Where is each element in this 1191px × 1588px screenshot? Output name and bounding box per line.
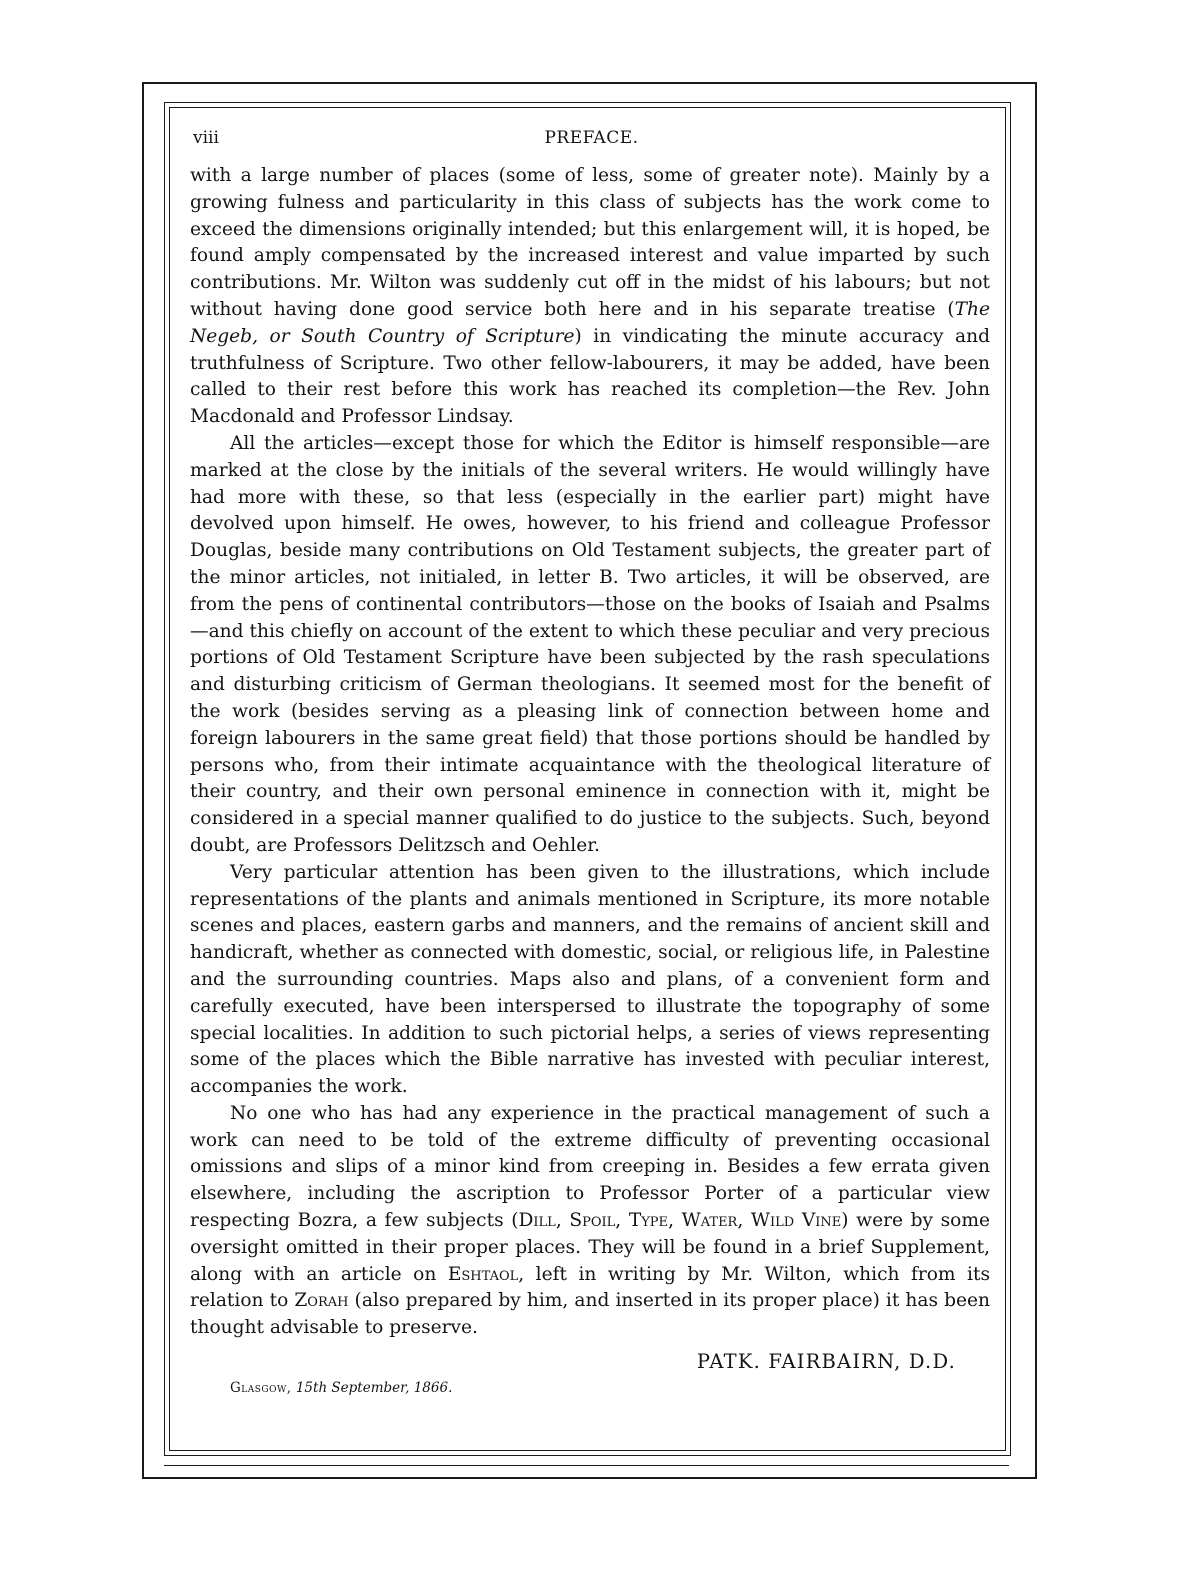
paragraph-text: , bbox=[615, 1210, 629, 1232]
paragraph-text: ) in vindicating the minute accuracy and truthfulness of Scripture. Two other fellow-labourers, it may be added, have been called to their rest before this work has reached its completion—the Rev. John Macdonald and Professor Lindsay. bbox=[190, 325, 990, 428]
dateline bbox=[230, 1380, 452, 1396]
paragraph-text: , bbox=[555, 1210, 570, 1232]
small-caps-term: Type bbox=[628, 1210, 669, 1232]
small-caps-term: Wild Vine bbox=[750, 1210, 842, 1232]
page-title: PREFACE. bbox=[544, 128, 639, 148]
frame-bottom-rule-inner bbox=[164, 1465, 1009, 1466]
paragraph-text: Very particular attention has been given to the illustrations, which include representations of the plants and animals mentioned in Scripture, its more notable scenes and places, eastern garbs and manners, and the remains of ancient skill and handicraft, whether as connected with domestic, social, or religious life, in Palestine and the surrounding countries. Maps also and plans, of a convenient form and carefully executed, have been interspersed to illustrate the topography of some special localities. In addition to such pictorial helps, a series of views representing some of the places which the Bible narrative has invested with peculiar interest, accompanies the work. bbox=[190, 861, 990, 1098]
small-caps-term: Dill bbox=[518, 1210, 556, 1232]
paragraph bbox=[190, 1101, 990, 1342]
body-text bbox=[190, 163, 990, 1342]
paragraph-text: , left in writing by Mr. Wilton, which from its relation to bbox=[190, 1263, 991, 1312]
page-number: viii bbox=[193, 128, 219, 148]
dateline-date: 15th September, 1866. bbox=[295, 1380, 453, 1396]
dateline-place: Glasgow, bbox=[230, 1380, 292, 1396]
paragraph bbox=[190, 163, 990, 431]
small-caps-term: Spoil bbox=[569, 1210, 616, 1232]
paragraph bbox=[190, 431, 990, 860]
paragraph-text: All the articles—except those for which the Editor is himself responsible—are marked at the close by the initials of the several writers. He would willingly have had more with these, so that less (especially in the earlier part) might have devolved upon himself. He owes, however, to his friend and colleague Professor Douglas, beside many contributions on Old Testament subjects, the greater part of the minor articles, not initialed, in letter B. Two articles, it will be observed, are from the pens of continental contributors—those on the books of Isaiah and Psalms—and this chiefly on account of the extent to which these peculiar and very precious portions of Old Testament Scripture have been subjected by the rash speculations and disturbing criticism of German theologians. It seemed most for the benefit of the work (besides serving as a pleasing link of connection between home and foreign labourers in the same great field) that those portions should be handled by persons who, from their intimate acquaintance with the theological literature of their country, and their own personal eminence in connection with it, might be considered in a special manner qualified to do justice to the subjects. Such, beyond doubt, are Professors Delitzsch and Oehler. bbox=[190, 432, 990, 856]
small-caps-term: Water bbox=[681, 1210, 738, 1232]
frame-bottom-rule bbox=[142, 1477, 1037, 1479]
italic-title-text: The Negeb, or South Country of Scripture bbox=[190, 298, 990, 347]
paragraph-text: (also prepared by him, and inserted in its proper place) it has been thought advisable to preserve. bbox=[190, 1290, 991, 1339]
paragraph-text: with a large number of places (some of less, some of greater note). Mainly by a growing fulness and particularity in this class of subjects has the work come to exceed the dimensions originally intended; but this enlargement will, it is hoped, be found amply compensated by the increased interest and value imparted by such contributions. Mr. Wilton was suddenly cut off in the midst of his labours; but not without having done good service both here and in his separate treatise ( bbox=[190, 165, 990, 320]
author-signature: PATK. FAIRBAIRN, D.D. bbox=[696, 1350, 956, 1373]
paragraph-text: , bbox=[737, 1210, 751, 1232]
small-caps-term: Eshtaol bbox=[447, 1263, 519, 1285]
paragraph-text: ) were by some oversight omitted in their proper places. They will be found in a brief Supplement, along with an article on bbox=[190, 1210, 990, 1285]
paragraph-text: , bbox=[668, 1210, 682, 1232]
paragraph bbox=[190, 860, 990, 1101]
small-caps-term: Zorah bbox=[294, 1290, 349, 1312]
paragraph-text: No one who has had any experience in the practical management of such a work can need to be told of the extreme difficulty of preventing occasional omissions and slips of a minor kind from creeping in. Besides a few errata given elsewhere, including the ascription to Professor Porter of a particular view respecting Bozra, a few subjects ( bbox=[190, 1102, 990, 1232]
running-head bbox=[193, 128, 990, 152]
